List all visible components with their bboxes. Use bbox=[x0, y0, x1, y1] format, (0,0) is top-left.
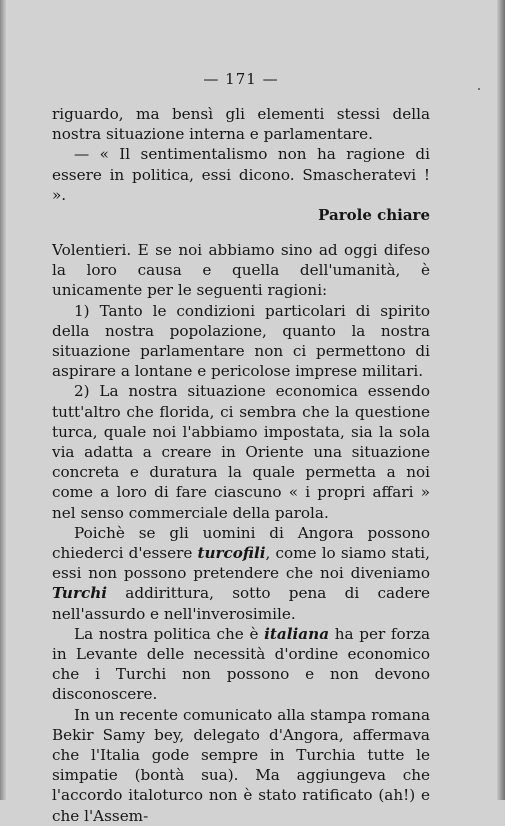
section-title: Parole chiare bbox=[318, 206, 430, 224]
paragraph-2: 1) Tanto le condizioni particolari di spirito della nostra popolazione, quanto la nostra situazione parlamentare non ci permettono di aspirare a lontane e pericolose imprese militari. bbox=[52, 301, 430, 381]
paragraph-5-b: ha per forza in Levante delle necessità d'ordine economico che i Turchi non possono e non devono disconoscere. bbox=[52, 624, 431, 704]
paragraph-continuation: riguardo, ma bensì gli elementi stessi della nostra situazione interna e parlamentare. bbox=[52, 105, 430, 144]
section-body bbox=[52, 240, 430, 826]
emphasis-turcofili: turcofili bbox=[197, 544, 266, 563]
dust-speck bbox=[478, 88, 480, 90]
emphasis-turchi: Turchi bbox=[52, 584, 108, 603]
scan-edge-left bbox=[0, 0, 6, 800]
paragraph-5 bbox=[52, 624, 430, 705]
paragraph-5-a: La nostra politica che è bbox=[74, 624, 265, 643]
emphasis-italiana: italiana bbox=[264, 624, 330, 643]
paragraph-1: Volentieri. E se noi abbiamo sino ad oggi difeso la loro causa e quella dell'umanità, è unicamente per le seguenti ragioni: bbox=[52, 241, 430, 300]
page-number: — 171 — bbox=[203, 70, 279, 88]
paragraph-4-c: addirittura, sotto pena di cadere nell'assurdo e nell'inverosimile. bbox=[52, 584, 430, 623]
continued-text bbox=[52, 104, 430, 205]
paragraph-quote: — « Il sentimentalismo non ha ragione di essere in politica, essi dicono. Smascheratevi ! ». bbox=[52, 145, 430, 204]
paragraph-6: In un recente comunicato alla stampa romana Bekir Samy bey, delegato d'Angora, affermava che l'Italia gode sempre in Turchia tutte le simpatie (bontà sua). Ma aggiungeva che l'accordo italoturco non è stato ratificato (ah!) e che l'Assem- bbox=[52, 705, 430, 825]
paragraph-4-a: Poichè se gli uomini di Angora possono chiederci d'essere bbox=[52, 523, 430, 563]
paragraph-3: 2) La nostra situazione economica essendo tutt'altro che florida, ci sembra che la questione turca, quale noi l'abbiamo impostata, sia la sola via adatta a creare in Oriente una situazione concreta e duratura la quale permetta a noi come a loro di fare ciascuno « i propri affari » nel senso commerciale della parola. bbox=[52, 382, 430, 522]
scan-edge-right bbox=[497, 0, 505, 800]
paragraph-4 bbox=[52, 523, 430, 624]
paragraph-4-b: , come lo siamo stati, essi non possono pretendere che noi diveniamo bbox=[52, 544, 430, 583]
